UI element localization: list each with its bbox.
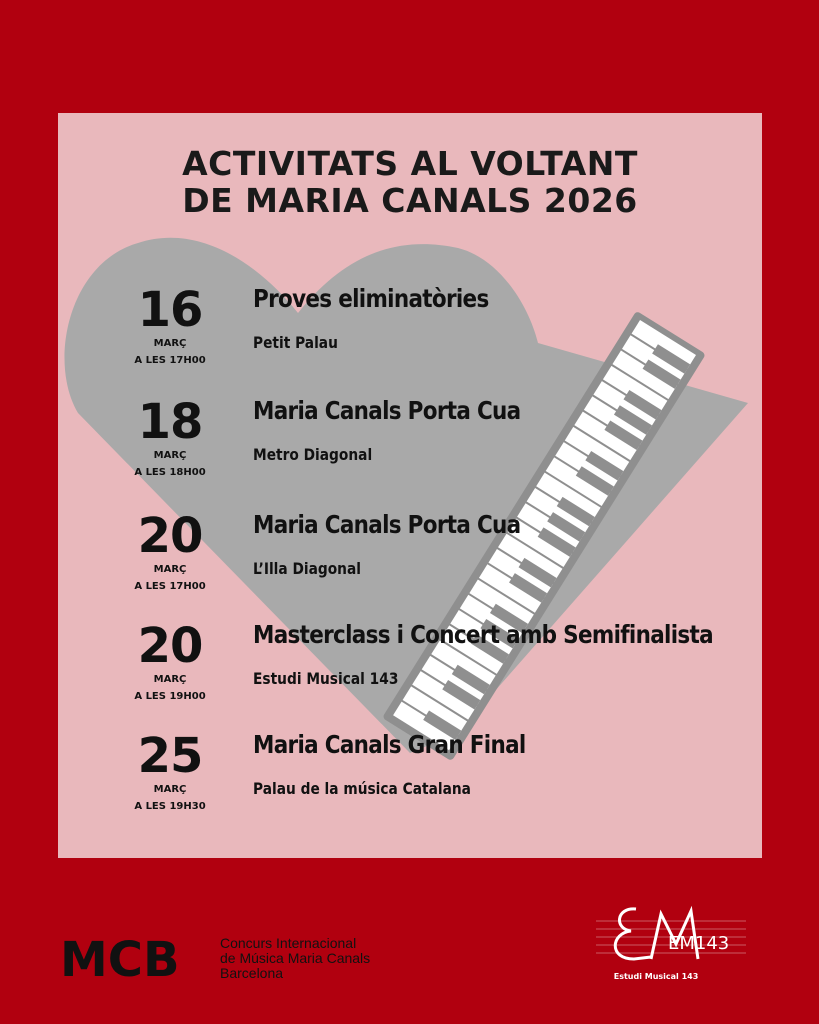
estudi-label: Estudi Musical 143 — [613, 972, 699, 981]
event-month: MARÇ — [153, 674, 187, 685]
event-item — [58, 508, 762, 621]
mcb-logo-text: MCB — [60, 933, 180, 983]
org-line-1: Concurs Internacional — [220, 935, 357, 951]
event-day: 25 — [137, 728, 203, 784]
title-line-1: ACTIVITATS AL VOLTANT — [182, 144, 638, 183]
script-e — [615, 909, 651, 959]
event-item — [58, 394, 762, 507]
mcb-logo-mark — [60, 933, 205, 983]
event-day: 16 — [137, 282, 203, 338]
event-date — [120, 508, 220, 594]
event-time: A LES 18H00 — [134, 467, 206, 478]
estudi-logo-text: EM143 — [668, 933, 730, 954]
events-card — [58, 113, 762, 858]
event-item — [58, 618, 762, 731]
event-month: MARÇ — [153, 784, 187, 795]
event-venue: Petit Palau — [253, 333, 338, 352]
event-month: MARÇ — [153, 564, 187, 575]
event-date — [120, 728, 220, 814]
estudi-logo-mark — [596, 899, 756, 971]
org-line-3: Barcelona — [220, 965, 284, 981]
event-day: 20 — [137, 508, 203, 564]
event-title: Maria Canals Porta Cua — [253, 396, 521, 425]
event-venue: Metro Diagonal — [253, 445, 373, 464]
event-day: 20 — [137, 618, 203, 674]
event-item — [58, 728, 762, 841]
event-date — [120, 618, 220, 704]
title-line-2: DE MARIA CANALS 2026 — [182, 181, 638, 220]
org-line-2: de Música Maria Canals — [220, 950, 371, 966]
event-date — [120, 282, 220, 368]
organization-name — [220, 936, 440, 981]
page-title — [58, 145, 762, 219]
event-venue: L’Illa Diagonal — [253, 559, 361, 578]
event-time: A LES 17H00 — [134, 581, 206, 592]
event-item — [58, 282, 762, 395]
event-title: Masterclass i Concert amb Semifinalista — [253, 620, 713, 649]
event-title: Maria Canals Gran Final — [253, 730, 526, 759]
event-time: A LES 19H00 — [134, 691, 206, 702]
event-day: 18 — [137, 394, 203, 450]
estudi-musical-logo — [596, 899, 756, 989]
event-venue: Estudi Musical 143 — [253, 669, 399, 688]
event-title: Maria Canals Porta Cua — [253, 510, 521, 539]
event-venue: Palau de la música Catalana — [253, 779, 471, 798]
event-month: MARÇ — [153, 338, 187, 349]
event-month: MARÇ — [153, 450, 187, 461]
event-date — [120, 394, 220, 480]
event-time: A LES 17H00 — [134, 355, 206, 366]
event-time: A LES 19H30 — [134, 801, 206, 812]
event-title: Proves eliminatòries — [253, 284, 489, 313]
